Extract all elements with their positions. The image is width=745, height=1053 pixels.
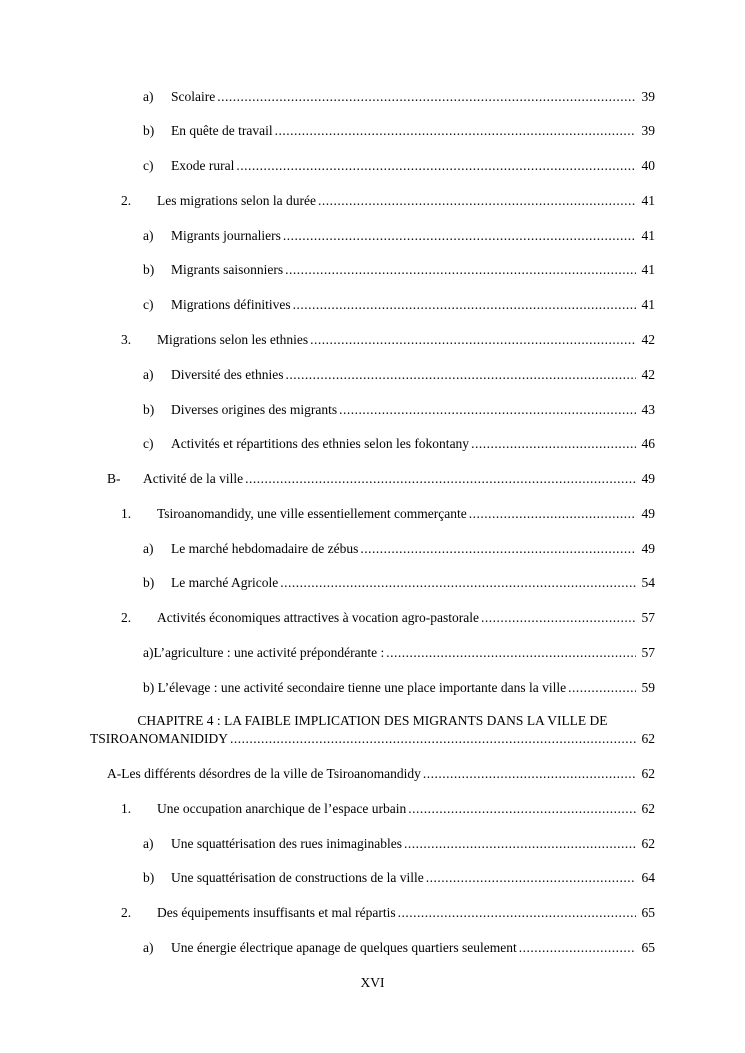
toc-entry-diverses-origines[interactable] xyxy=(0,400,655,420)
dot-leader xyxy=(398,903,636,923)
toc-entry-page: 59 xyxy=(641,680,655,695)
toc-entry-title: Tsiroanomandidy, une ville essentiellement commerçante xyxy=(157,506,467,521)
page-number-footer: XVI xyxy=(360,975,385,990)
toc-entry-title: Les migrations selon la durée xyxy=(157,193,316,208)
toc-entry-agriculture[interactable] xyxy=(0,643,655,663)
toc-entry-page: 41 xyxy=(641,262,655,277)
toc-entry-page: 57 xyxy=(641,610,655,625)
toc-entry-page: 39 xyxy=(641,123,655,138)
toc-entry-equipements-insuffisants[interactable] xyxy=(0,903,655,923)
toc-entry-number: c) xyxy=(143,297,154,312)
dot-leader xyxy=(360,539,636,559)
toc-entry-number: 1. xyxy=(121,506,132,521)
toc-entry-title: Migrants journaliers xyxy=(171,228,281,243)
toc-entry-title: Scolaire xyxy=(171,89,216,104)
toc-entry-migrations-duree[interactable] xyxy=(0,191,655,211)
dot-leader xyxy=(568,678,636,698)
toc-entry-page: 39 xyxy=(641,89,655,104)
toc-entry-page: 40 xyxy=(641,158,655,173)
toc-entry-title: Une squattérisation de constructions de la ville xyxy=(171,870,424,885)
toc-entry-page: 62 xyxy=(641,836,655,851)
toc-entry-marche-agricole[interactable] xyxy=(0,573,655,593)
dot-leader xyxy=(386,643,636,663)
toc-entry-number: a) xyxy=(143,367,154,382)
toc-entry-number: b) xyxy=(143,262,155,277)
toc-entry-page: 65 xyxy=(641,905,655,920)
toc-entry-title: Une énergie électrique apanage de quelques quartiers seulement xyxy=(171,940,517,955)
dot-leader xyxy=(293,295,636,315)
toc-entry-en-quete-de-travail[interactable] xyxy=(0,121,655,141)
toc-entry-title: En quête de travail xyxy=(171,123,273,138)
dot-leader xyxy=(318,191,636,211)
toc-entry-migrants-journaliers[interactable] xyxy=(0,226,655,246)
toc-entry-title: Diversité des ethnies xyxy=(171,367,284,382)
dot-leader xyxy=(310,330,636,350)
toc-entry-title: b) L’élevage : une activité secondaire tienne une place importante dans la ville xyxy=(143,680,567,695)
toc-entry-title: Migrations selon les ethnies xyxy=(157,332,309,347)
toc-entry-number: B- xyxy=(107,471,121,486)
toc-entry-title: Le marché hebdomadaire de zébus xyxy=(171,541,359,556)
dot-leader xyxy=(280,573,636,593)
dot-leader xyxy=(236,156,636,176)
toc-entry-page: 49 xyxy=(641,506,655,521)
dot-leader xyxy=(285,260,636,280)
toc-entry-number: c) xyxy=(143,436,154,451)
toc-entry-migrants-saisonniers[interactable] xyxy=(0,260,655,280)
dot-leader xyxy=(217,87,636,107)
chapter-heading-line2: TSIROANOMANIDIDY xyxy=(90,731,228,746)
toc-entry-title: Des équipements insuffisants et mal répartis xyxy=(157,905,396,920)
toc-entry-title: Le marché Agricole xyxy=(171,575,279,590)
toc-entry-number: b) xyxy=(143,870,155,885)
toc-entry-number: c) xyxy=(143,158,154,173)
toc-entry-title: Exode rural xyxy=(171,158,235,173)
dot-leader xyxy=(245,469,636,489)
toc-entry-title: Une occupation anarchique de l’espace urbain xyxy=(157,801,407,816)
toc-entry-exode-rural[interactable] xyxy=(0,156,655,176)
toc-entry-title: A-Les différents désordres de la ville de Tsiroanomandidy xyxy=(107,766,421,781)
toc-entry-page: 62 xyxy=(641,766,655,781)
dot-leader xyxy=(275,121,636,141)
dot-leader xyxy=(471,434,636,454)
toc-entry-page: 41 xyxy=(641,297,655,312)
toc-entry-number: b) xyxy=(143,402,155,417)
toc-entry-page: 62 xyxy=(641,731,655,746)
toc-entry-migrations-definitives[interactable] xyxy=(0,295,655,315)
toc-entry-desordres-ville[interactable] xyxy=(0,764,655,784)
toc-entry-page: 57 xyxy=(641,645,655,660)
toc-entry-number: a) xyxy=(143,940,154,955)
toc-entry-title: Diverses origines des migrants xyxy=(171,402,338,417)
toc-entry-title: Activités économiques attractives à vocation agro-pastorale xyxy=(157,610,480,625)
toc-entry-page: 41 xyxy=(641,193,655,208)
chapter-heading-line1[interactable]: CHAPITRE 4 : LA FAIBLE IMPLICATION DES MIGRANTS DANS LA VILLE DE xyxy=(137,713,608,728)
toc-entry-chapter-4[interactable] xyxy=(0,729,655,749)
toc-entry-page: 62 xyxy=(641,801,655,816)
toc-entry-ville-commercante[interactable] xyxy=(0,504,655,524)
toc-entry-title: Migrations définitives xyxy=(171,297,291,312)
dot-leader xyxy=(408,799,636,819)
toc-entry-number: 2. xyxy=(121,610,132,625)
toc-entry-title: Migrants saisonniers xyxy=(171,262,284,277)
toc-entry-page: 43 xyxy=(641,402,655,417)
dot-leader xyxy=(481,608,636,628)
toc-entry-number: a) xyxy=(143,89,154,104)
toc-entry-marche-zebus[interactable] xyxy=(0,539,655,559)
toc-entry-number: b) xyxy=(143,575,155,590)
toc-entry-title: Activité de la ville xyxy=(143,471,244,486)
toc-entry-squatterisation-constructions[interactable] xyxy=(0,868,655,888)
toc-entry-page: 65 xyxy=(641,940,655,955)
toc-entry-activites-repartitions[interactable] xyxy=(0,434,655,454)
toc-entry-page: 42 xyxy=(641,332,655,347)
toc-entry-page: 49 xyxy=(641,471,655,486)
toc-entry-number: a) xyxy=(143,541,154,556)
toc-entry-page: 64 xyxy=(641,870,655,885)
toc-entry-activites-economiques[interactable] xyxy=(0,608,655,628)
toc-entry-page: 54 xyxy=(641,575,655,590)
toc-entry-elevage[interactable] xyxy=(0,678,655,698)
toc-entry-activite-ville[interactable] xyxy=(0,469,655,489)
dot-leader xyxy=(230,729,636,749)
toc-entry-scolaire[interactable] xyxy=(0,87,655,107)
dot-leader xyxy=(426,868,636,888)
toc-entry-number: a) xyxy=(143,836,154,851)
toc-entry-page: 46 xyxy=(641,436,655,451)
toc-entry-page: 49 xyxy=(641,541,655,556)
toc-entry-page: 42 xyxy=(641,367,655,382)
toc-entry-number: 1. xyxy=(121,801,132,816)
dot-leader xyxy=(423,764,636,784)
toc-entry-energie-electrique[interactable] xyxy=(0,938,655,958)
toc-entry-title: a)L’agriculture : une activité prépondérante : xyxy=(143,645,385,660)
dot-leader xyxy=(339,400,636,420)
toc-entry-diversite-ethnies[interactable] xyxy=(0,365,655,385)
toc-entry-squatterisation-rues[interactable] xyxy=(0,834,655,854)
toc-entry-occupation-anarchique[interactable] xyxy=(0,799,655,819)
toc-entry-title: Activités et répartitions des ethnies selon les fokontany xyxy=(171,436,470,451)
toc-entry-page: 41 xyxy=(641,228,655,243)
toc-entry-number: 3. xyxy=(121,332,132,347)
dot-leader xyxy=(283,226,636,246)
toc-entry-number: b) xyxy=(143,123,155,138)
dot-leader xyxy=(519,938,636,958)
toc-entry-number: a) xyxy=(143,228,154,243)
toc-entry-number: 2. xyxy=(121,193,132,208)
dot-leader xyxy=(404,834,636,854)
toc-entry-title: Une squattérisation des rues inimaginables xyxy=(171,836,402,851)
dot-leader xyxy=(469,504,636,524)
toc-entry-number: 2. xyxy=(121,905,132,920)
dot-leader xyxy=(285,365,636,385)
toc-entry-migrations-ethnies[interactable] xyxy=(0,330,655,350)
